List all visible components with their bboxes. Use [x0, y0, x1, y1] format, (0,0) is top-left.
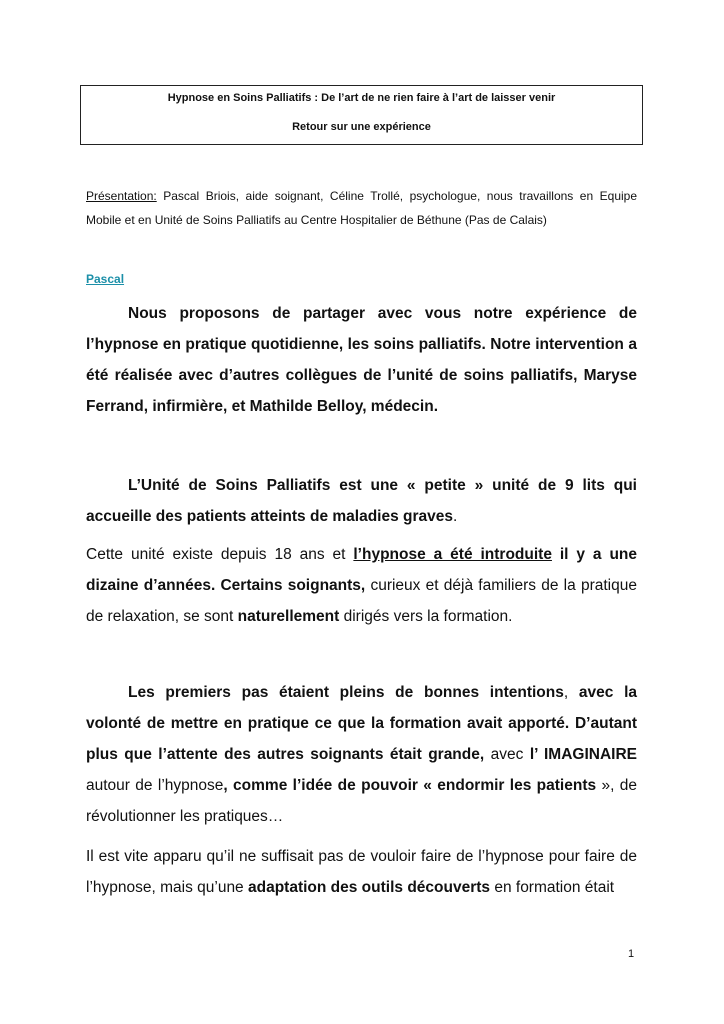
- paragraph-3-part-5: naturellement: [237, 608, 340, 625]
- presentation-paragraph: [86, 184, 637, 232]
- presentation-label: Présentation:: [86, 189, 157, 203]
- paragraph-4-part-3: avec la volonté de mettre en pratique ce que la formation avait apporté. D’autant plus que l’attente des autres soignants était grande,: [86, 684, 637, 763]
- presentation-text: Pascal Briois, aide soignant, Céline Trollé, psychologue, nous travaillons en Equipe Mobile et en Unité de Soins Palliatifs au Centre Hospitalier de Béthune (Pas de Calais): [86, 189, 637, 227]
- paragraph-1: Nous proposons de partager avec vous notre expérience de l’hypnose en pratique quotidienne, les soins palliatifs. Notre intervention a été réalisée avec d’autres collègues de l’unité de soins palliatifs, Maryse Ferrand, infirmière, et Mathilde Belloy, médecin.: [86, 305, 637, 415]
- paragraph-4-part-1: Les premiers pas étaient pleins de bonnes intentions: [128, 684, 564, 701]
- paragraph-2: [86, 470, 637, 532]
- document-title: Hypnose en Soins Palliatifs : De l’art de ne rien faire à l’art de laisser venir: [167, 92, 556, 104]
- paragraph-4-part-4: avec: [484, 746, 530, 763]
- paragraph-3-part-4: curieux et déjà familiers de la pratique de relaxation, se sont: [86, 577, 637, 625]
- paragraph-5-part-3: en formation était: [490, 879, 615, 896]
- page-number: 1: [628, 948, 635, 960]
- paragraph-4-part-5: l’ IMAGINAIRE: [529, 746, 638, 763]
- paragraph-4-part-6: autour de l’hypnose: [86, 777, 224, 794]
- title-box: [80, 85, 643, 145]
- paragraph-3-part-3: il y a une dizaine d’années. Certains soignants,: [86, 546, 638, 594]
- paragraph-3-part-6: dirigés vers la formation.: [339, 608, 513, 625]
- paragraph-3-highlight: l’hypnose a été introduite: [353, 546, 552, 563]
- paragraph-2-end: .: [453, 508, 458, 525]
- paragraph-5: [86, 841, 637, 903]
- paragraph-4: [86, 677, 637, 832]
- paragraph-3-part-1: Cette unité existe depuis 18 ans et: [86, 546, 354, 563]
- paragraph-4-part-8: », de révolutionner les pratiques…: [86, 777, 637, 825]
- paragraph-3: [86, 539, 637, 632]
- paragraph-2-bold: L’Unité de Soins Palliatifs est une « petite » unité de 9 lits qui accueille des patients atteints de maladies graves: [86, 477, 637, 525]
- paragraph-4-part-2: ,: [563, 684, 579, 701]
- paragraph-4-part-7: , comme l’idée de pouvoir « endormir les patients: [223, 777, 597, 794]
- speaker-name: Pascal: [86, 272, 125, 286]
- paragraph-5-part-1: Il est vite apparu qu’il ne suffisait pas de vouloir faire de l’hypnose pour faire de l’hypnose, mais qu’une: [86, 848, 637, 896]
- paragraph-5-part-2: adaptation des outils découverts: [248, 879, 491, 896]
- document-subtitle: Retour sur une expérience: [292, 121, 431, 133]
